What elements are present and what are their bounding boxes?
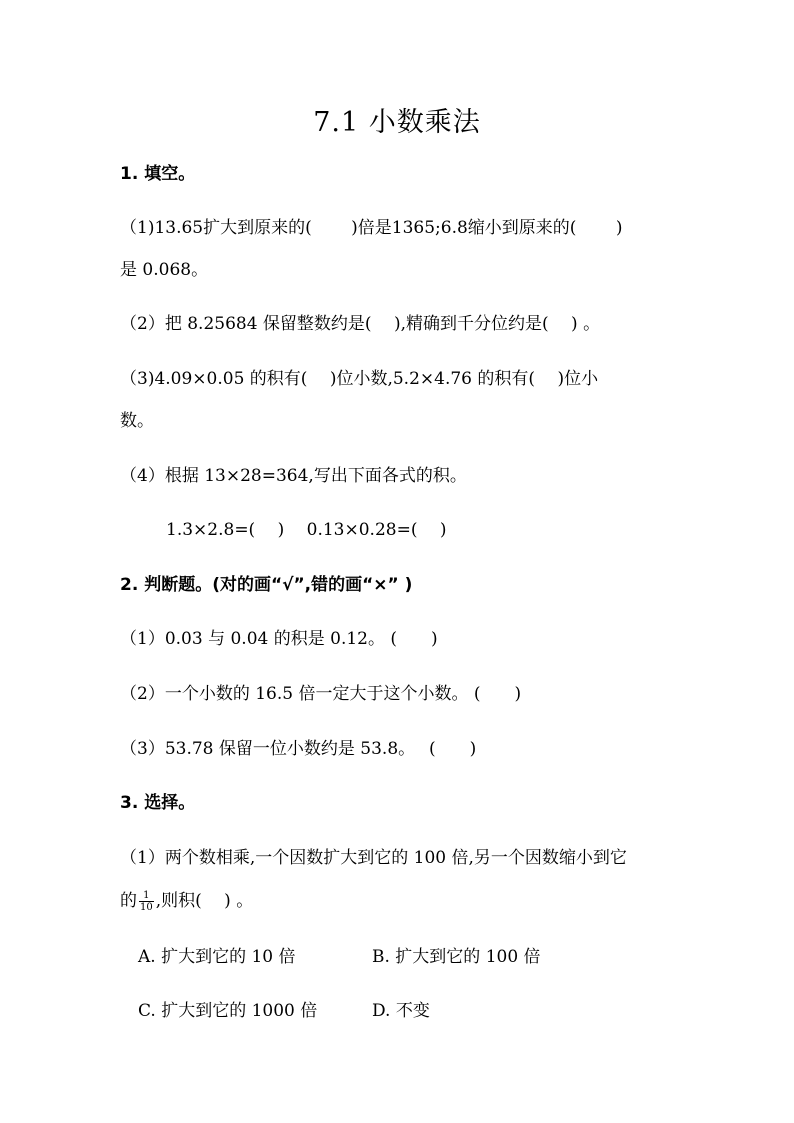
s1-q4: （4）根据 13×28=364,写出下面各式的积。 <box>120 466 467 486</box>
option-a: A. 扩大到它的 10 倍 <box>138 947 296 967</box>
s2-q3: （3）53.78 保留一位小数约是 53.8。 ( ) <box>120 739 477 759</box>
s1-q1-line1: （1)13.65扩大到原来的( )倍是1365;6.8缩小到原来的( ) <box>120 218 623 238</box>
s1-q2: （2）把 8.25684 保留整数约是( ),精确到千分位约是( ) 。 <box>120 314 601 334</box>
s2-q2: （2）一个小数的 16.5 倍一定大于这个小数。 ( ) <box>120 684 522 704</box>
fraction-numerator: 1 <box>139 890 154 902</box>
section1-heading: 1. 填空。 <box>120 164 196 184</box>
s3-q1-line2-post: ,则积( ) 。 <box>155 891 254 911</box>
s1-q1-line2: 是 0.068。 <box>120 260 209 280</box>
fraction-denominator: 10 <box>140 902 153 913</box>
page-title: 7.1 小数乘法 <box>313 107 481 138</box>
s3-q1-line1: （1）两个数相乘,一个因数扩大到它的 100 倍,另一个因数缩小到它 <box>120 848 627 868</box>
option-c: C. 扩大到它的 1000 倍 <box>138 1001 318 1021</box>
option-d: D. 不变 <box>372 1001 430 1021</box>
s2-q1: （1）0.03 与 0.04 的积是 0.12。 ( ) <box>120 629 438 649</box>
s3-q1-line2-pre: 的 <box>120 891 137 911</box>
option-b: B. 扩大到它的 100 倍 <box>372 947 541 967</box>
section2-heading: 2. 判断题。(对的画“√”,错的画“×” ) <box>120 575 413 595</box>
section3-heading: 3. 选择。 <box>120 793 196 813</box>
s1-q3-line1: （3)4.09×0.05 的积有( )位小数,5.2×4.76 的积有( )位小 <box>120 369 599 389</box>
s1-q4-items: 1.3×2.8=( ) 0.13×0.28=( ) <box>166 520 447 540</box>
s3-q1-line2 <box>120 889 253 913</box>
fraction-one-tenth <box>139 890 154 913</box>
s1-q3-line2: 数。 <box>120 411 154 431</box>
